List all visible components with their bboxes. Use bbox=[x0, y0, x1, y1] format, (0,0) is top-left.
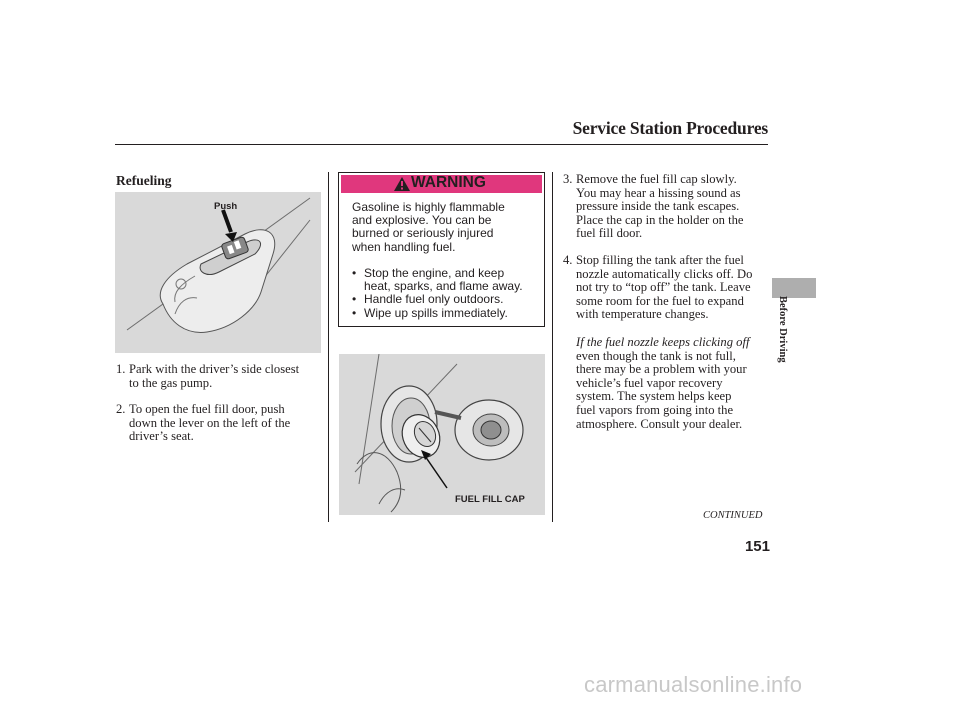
step-1 bbox=[116, 363, 326, 390]
nozzle-note bbox=[576, 336, 768, 431]
step-text bbox=[129, 363, 299, 390]
step-2 bbox=[116, 403, 326, 444]
step-4 bbox=[563, 254, 768, 322]
bullet-icon: • bbox=[352, 266, 357, 280]
warning-line: when handling fuel. bbox=[352, 239, 456, 254]
warning-item-line: Handle fuel only outdoors. bbox=[364, 292, 504, 307]
step-line: nozzle automatically clicks off. Do bbox=[576, 266, 753, 281]
step-number: 4. bbox=[563, 252, 573, 267]
step-line: with temperature changes. bbox=[576, 307, 709, 322]
fuel-cap-illustration bbox=[339, 354, 545, 515]
column-divider-left bbox=[328, 172, 329, 522]
note-line: atmosphere. Consult your dealer. bbox=[576, 416, 743, 431]
step-number: 3. bbox=[563, 172, 573, 186]
continued-label: CONTINUED bbox=[703, 510, 763, 521]
note-heading: If the fuel nozzle keeps clicking off bbox=[576, 335, 750, 349]
step-line: not try to “top off” the tank. Leave bbox=[576, 280, 751, 295]
watermark: carmanualsonline.info bbox=[584, 672, 803, 697]
side-tab bbox=[772, 278, 816, 298]
warning-line: Gasoline is highly flammable bbox=[352, 200, 505, 214]
warning-line: and explosive. You can be bbox=[352, 213, 492, 228]
fuel-fill-cap-label: FUEL FILL CAP bbox=[455, 494, 525, 505]
step-line: some room for the fuel to expand bbox=[576, 293, 744, 308]
note-line: vehicle’s fuel vapor recovery bbox=[576, 375, 723, 390]
steps-left bbox=[116, 363, 326, 444]
warning-list-item bbox=[352, 293, 542, 306]
section-title: Refueling bbox=[116, 173, 172, 188]
step-line: to the gas pump. bbox=[129, 375, 213, 390]
warning-item-line: Stop the engine, and keep bbox=[364, 266, 505, 280]
steps-right bbox=[563, 173, 768, 322]
warning-text bbox=[352, 201, 542, 254]
step-text bbox=[576, 173, 744, 241]
step-line: To open the fuel fill door, push bbox=[129, 402, 285, 417]
step-text bbox=[576, 254, 752, 322]
bullet-icon: • bbox=[352, 292, 357, 307]
page-number: 151 bbox=[744, 538, 770, 555]
fuel-cap-drawing bbox=[339, 354, 545, 515]
warning-list-item bbox=[352, 307, 542, 320]
step-3 bbox=[563, 173, 768, 241]
column-divider-right bbox=[552, 172, 553, 522]
step-number: 2. bbox=[116, 402, 126, 417]
step-line: Stop filling the tank after the fuel bbox=[576, 252, 744, 267]
warning-line: burned or seriously injured bbox=[352, 226, 494, 241]
note-line: system. The system helps keep bbox=[576, 389, 732, 404]
step-line: down the lever on the left of the bbox=[129, 415, 291, 430]
note-line: fuel vapors from going into the bbox=[576, 402, 734, 417]
warning-triangle-icon bbox=[394, 177, 410, 196]
step-line: Park with the driver’s side closest bbox=[129, 362, 300, 376]
warning-list-item bbox=[352, 267, 542, 293]
lever-drawing bbox=[115, 192, 321, 353]
step-number: 1. bbox=[116, 362, 126, 376]
bullet-icon: • bbox=[352, 305, 357, 320]
warning-heading: WARNING bbox=[411, 174, 486, 191]
side-section-label: Before Driving bbox=[777, 296, 788, 363]
step-text bbox=[129, 403, 290, 444]
lever-illustration bbox=[115, 192, 321, 353]
note-line: there may be a problem with your bbox=[576, 362, 747, 377]
warning-item-line: heat, sparks, and flame away. bbox=[364, 279, 523, 294]
warning-item-line: Wipe up spills immediately. bbox=[364, 305, 508, 320]
step-line: Place the cap in the holder on the bbox=[576, 212, 744, 227]
push-label: Push bbox=[214, 201, 238, 212]
warning-list bbox=[352, 267, 542, 320]
step-line: driver’s seat. bbox=[129, 429, 194, 444]
page-title: Service Station Procedures bbox=[572, 118, 768, 138]
header-rule bbox=[115, 144, 768, 145]
step-line: pressure inside the tank escapes. bbox=[576, 199, 740, 214]
note-line: even though the tank is not full, bbox=[576, 348, 736, 363]
step-line: Remove the fuel fill cap slowly. bbox=[576, 172, 737, 186]
step-line: You may hear a hissing sound as bbox=[576, 185, 741, 200]
step-line: fuel fill door. bbox=[576, 226, 643, 241]
